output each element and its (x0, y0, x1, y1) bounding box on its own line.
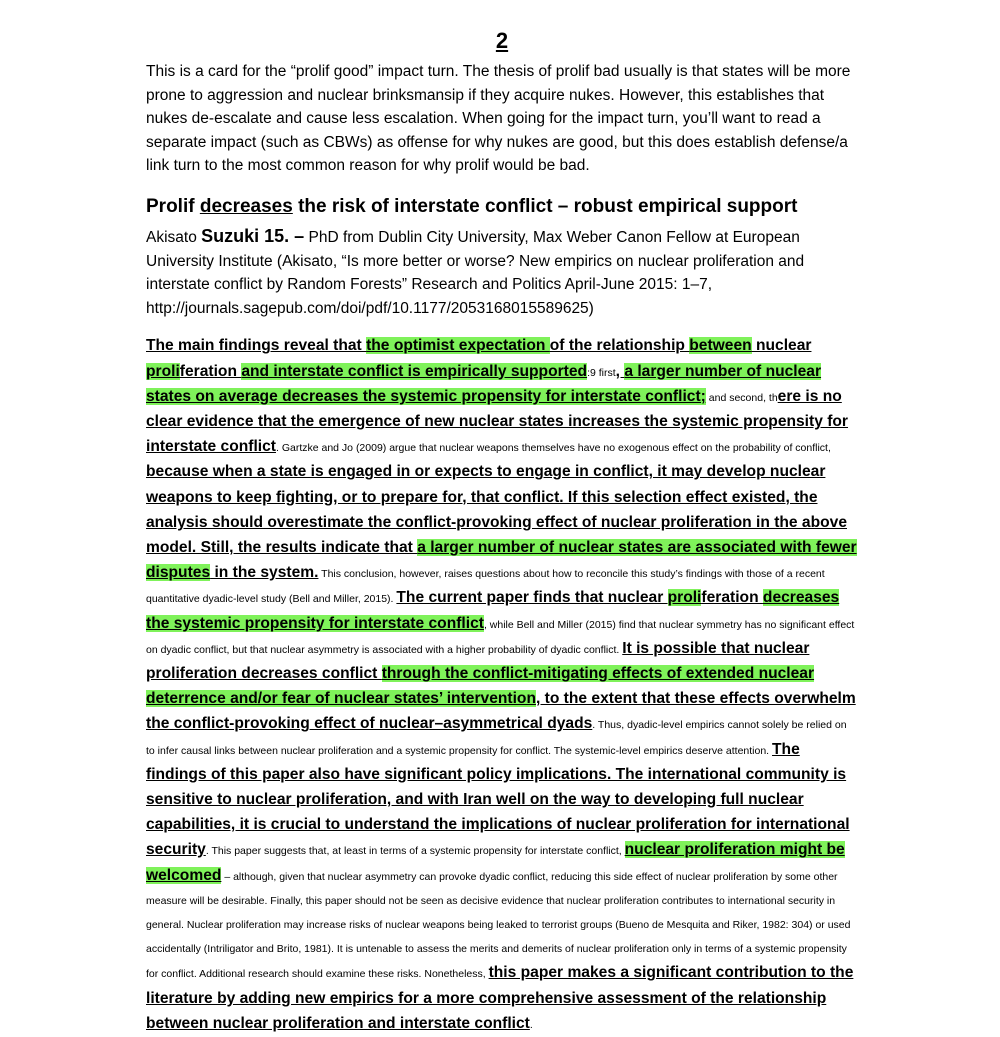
small-text: – although, given that nuclear asymmetry can provoke dyadic conflict, reducing this side effect of nuclear proliferation by some other measure will be desirable. Finally, this paper should not be seen as decisive evidence that nuclear proliferation contributes to international security in general. Nuclear proliferation may increase risks of nuclear weapons being leaked to terrorist groups (Bueno de Mesquita and Riker, 1982: 304) or used accidentally (Intriligator and Brito, 1981). It is untenable to assess the merits and demerits of nuclear proliferation only in terms of a systemic propensity for conflict. Additional research should examine these risks. Nonetheless, (146, 870, 851, 981)
underlined-text: The main findings reveal that (146, 337, 367, 355)
citation-first-name: Akisato (146, 228, 202, 246)
small-text: :9 first (587, 366, 616, 379)
underlined-text: nuclear (751, 337, 812, 355)
underlined-text: because when a state is engaged in or expects to engage in conflict, it may develop nuclear weapons to keep fighting, or to prepare for, that conflict. If this selection effect existed, the analysis should overestimate the conflict-provoking effect of nuclear proliferation in the above model. Still, the results indicate that (146, 463, 847, 556)
highlighted-text: proli (146, 362, 180, 380)
highlighted-text: decreases the systemic propensity for interstate conflict (146, 589, 840, 632)
card-body (146, 334, 858, 1037)
underlined-text: , to the extent that these effects overwhelm the conflict-provoking effect of nuclear–asymmetrical dyads (146, 690, 856, 733)
underlined-text: in the system. (210, 564, 319, 582)
tag-part-1: Prolif (146, 195, 200, 217)
underlined-text: this paper makes a significant contribution to the literature by adding new empirics for a more comprehensive assessment of the relationship between nuclear proliferation and interstate conflict (146, 964, 854, 1032)
highlighted-text: proli (667, 589, 702, 607)
small-text: . Gartzke and Jo (2009) argue that nuclear weapons themselves have no exogenous effect on the probability of conflict, (275, 442, 831, 455)
tag-part-2: the risk of interstate conflict – robust empirical support (292, 195, 798, 217)
underlined-text: , (615, 362, 625, 380)
highlighted-text: a larger number of nuclear states on average decreases the systemic propensity for interstate conflict; (146, 362, 822, 405)
underlined-text: The findings of this paper also have significant policy implications. The international community is sensitive to nuclear proliferation, and with Iran well on the way to developing full nuclear capabilities, it is crucial to understand the implications of nuclear proliferation for international security (146, 740, 850, 859)
highlighted-text: nuclear proliferation might be welcomed (146, 841, 845, 884)
highlighted-text: between (689, 337, 752, 355)
citation-details: PhD from Dublin City University, Max Weber Canon Fellow at European University Institute (Akisato, “Is more better or worse? New empirics on nuclear proliferation and interstate conflict by Random Forests” Research and Politics April-June 2015: 1–7, http://journals.sagepub.com/doi/pdf/10.1177/2053168015589625) (146, 228, 805, 317)
tag-underlined-word: decreases (199, 195, 293, 217)
underlined-text: It is possible that nuclear proliferation decreases conflict (146, 639, 810, 682)
small-text: , while Bell and Miller (2015) find that nuclear symmetry has no significant effect on dyadic conflict, but that nuclear asymmetry is associated with a higher probability of dyadic conflict. (146, 618, 855, 656)
small-text: . (529, 1018, 533, 1031)
card-citation (146, 225, 858, 320)
small-text: This conclusion, however, raises questions about how to reconcile this study’s findings with those of a recent quantitative dyadic-level study (Bell and Miller, 2015). (146, 568, 825, 606)
page-number: 2 (495, 28, 509, 53)
card-tag (146, 195, 858, 219)
highlighted-text: through the conflict-mitigating effects of extended nuclear deterrence and/or fear of nuclear states’ intervention (146, 664, 815, 708)
highlighted-text: and interstate conflict is empirically supported (241, 362, 588, 380)
intro-paragraph: This is a card for the “prolif good” impact turn. The thesis of prolif bad usually is that states will be more prone to aggression and nuclear brinksmansip if they acquire nukes. However, this establishes that nukes de-escalate and cause less escalation. When going for the impact turn, you’ll want to read a separate impact (such as CBWs) as offense for why nukes are good, but this does establish defense/a link turn to the most common reason for why prolif would be bad. (146, 63, 851, 175)
citation-author: Suzuki 15. – (201, 225, 305, 246)
small-text: . This paper suggests that, at least in terms of a systemic propensity for interstate conflict, (205, 845, 625, 858)
underlined-text: ere is no clear evidence that the emergence of new nuclear states increases the systemic propensity for interstate conflict (146, 387, 849, 456)
small-text: . Thus, dyadic-level empirics cannot solely be relied on to infer causal links between nuclear proliferation and a systemic propensity for conflict. The systemic-level empirics deserve attention. (146, 719, 847, 757)
underlined-text: The current paper finds that nuclear (396, 589, 668, 607)
underlined-text: feration (179, 362, 242, 380)
small-text: and second, th (705, 391, 778, 404)
document-page (146, 28, 858, 1037)
highlighted-text: a larger number of nuclear states are associated with fewer disputes (146, 538, 857, 582)
highlighted-text: the optimist expectation (366, 337, 550, 355)
underlined-text: feration (701, 589, 763, 607)
underlined-text: of the relationship (549, 337, 690, 355)
